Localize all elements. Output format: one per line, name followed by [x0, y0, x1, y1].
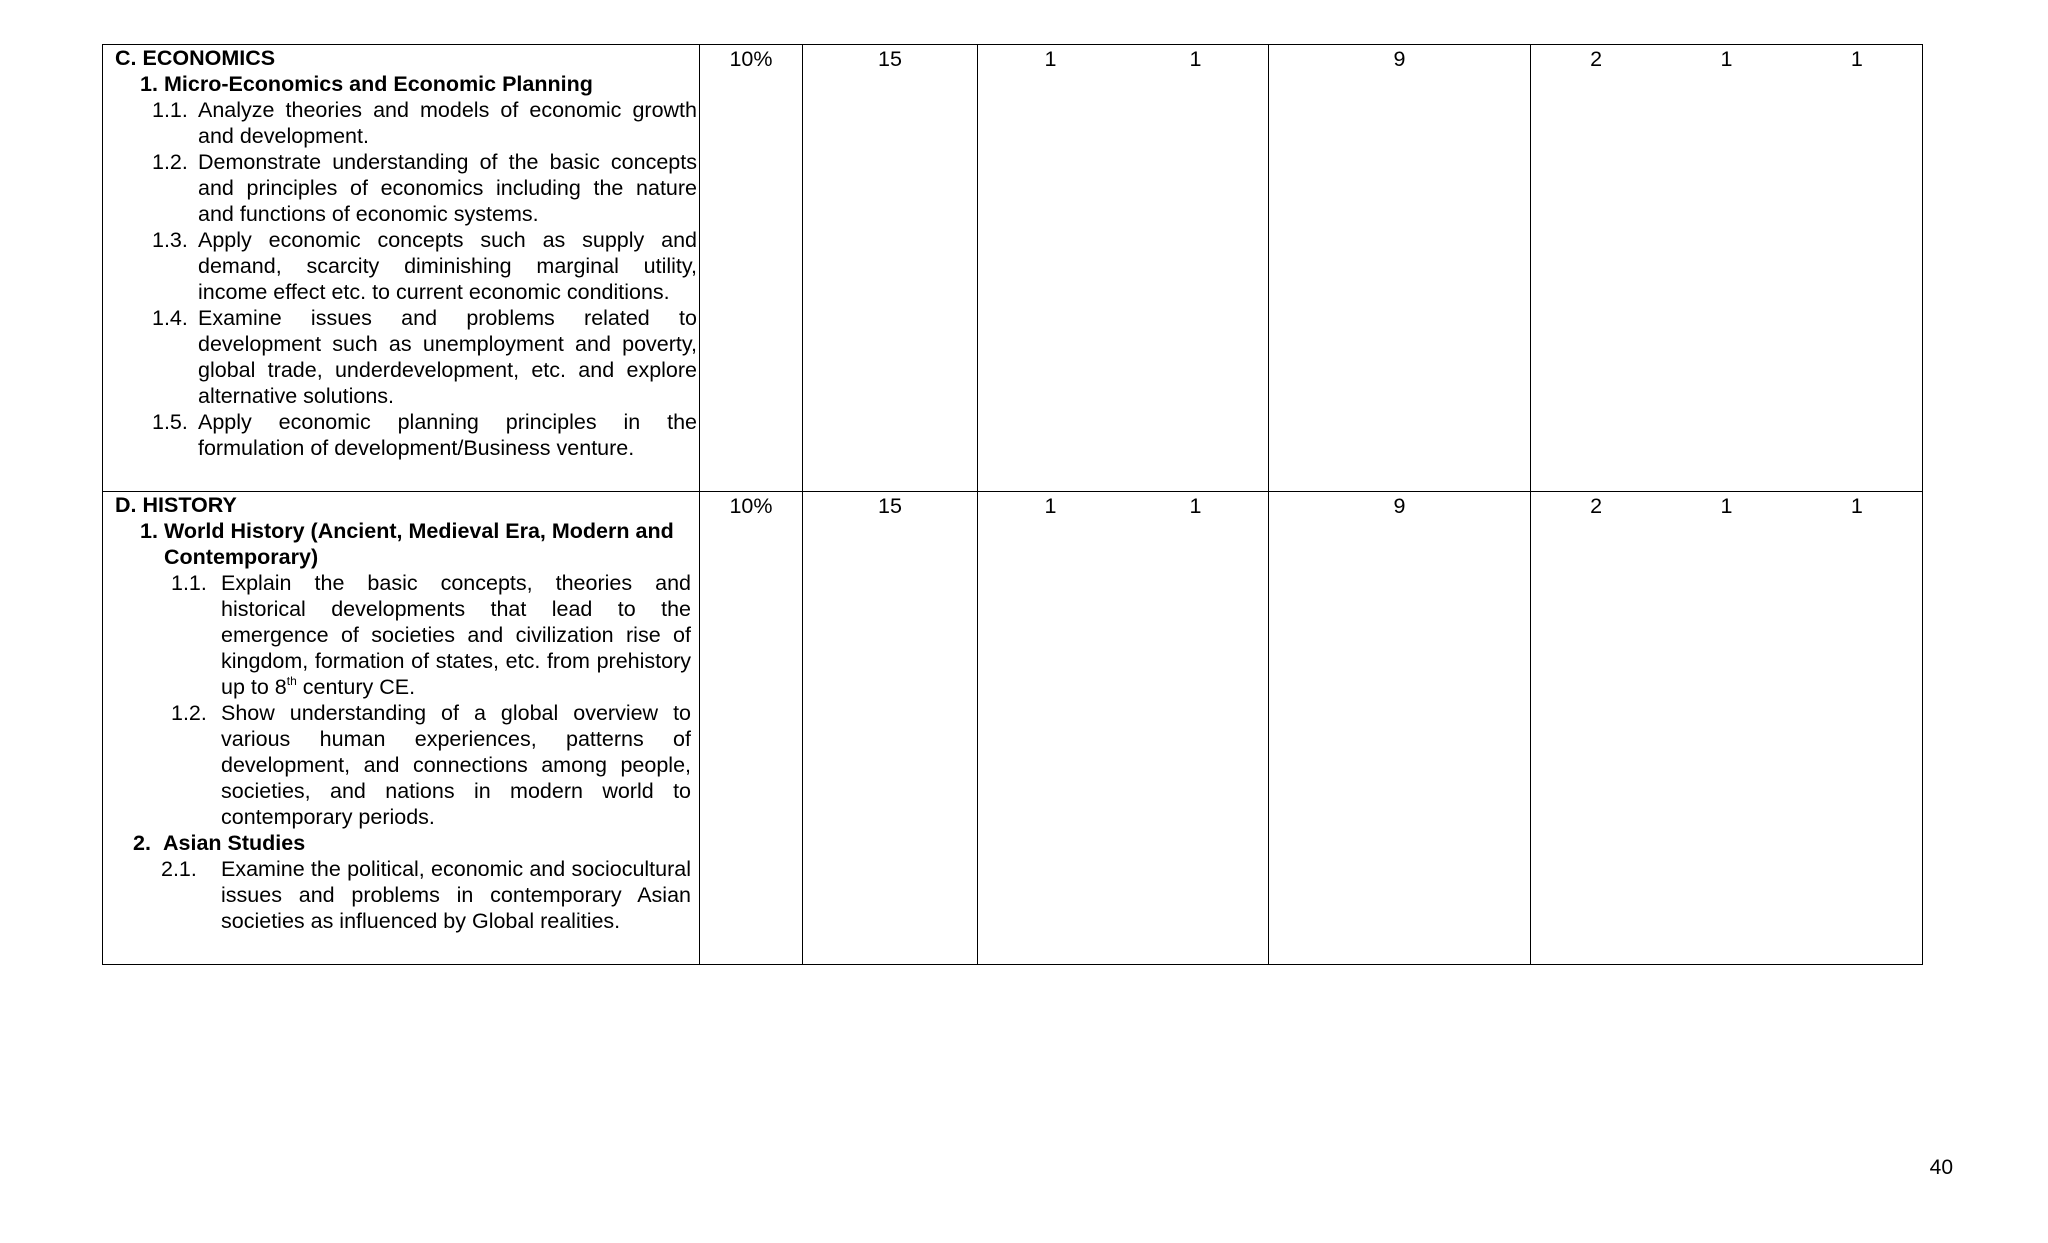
- competencies-cell: [103, 492, 700, 965]
- weight-cell: 10%: [700, 492, 803, 965]
- list-item: [115, 409, 697, 461]
- level-cell-trio: [1531, 45, 1923, 492]
- item-text: Examine the political, economic and sociocultural issues and problems in contemporary Asian societies as influenced by Global realities.: [221, 857, 691, 933]
- value-cell: 1: [1044, 494, 1057, 518]
- item-text: Apply economic planning principles in the formulation of development/Business venture.: [198, 410, 697, 460]
- ordinal-superscript: th: [286, 674, 297, 688]
- item-number: 1.2.: [152, 150, 188, 174]
- list-item: [115, 305, 697, 409]
- item-number: 1.1.: [171, 571, 207, 595]
- item-number: 1.3.: [152, 228, 188, 252]
- items-count-cell: 15: [803, 492, 978, 965]
- list-item: [115, 856, 697, 934]
- topic-heading: [115, 518, 697, 570]
- value-cell: 1: [1189, 494, 1202, 518]
- level-cell-trio: [1531, 492, 1923, 965]
- value-cell: 1: [1044, 47, 1057, 71]
- level-cell-pair-1: [978, 45, 1269, 492]
- value-cell: 1: [1720, 494, 1733, 518]
- table-row-economics: [103, 45, 1923, 492]
- topic-title: World History (Ancient, Medieval Era, Modern and Contemporary): [164, 519, 674, 569]
- item-number: 2.1.: [161, 857, 197, 881]
- list-item: [115, 700, 697, 830]
- topic-title: Asian Studies: [163, 831, 306, 855]
- value-cell: 1: [1850, 494, 1863, 518]
- value-cell: 1: [1850, 47, 1863, 71]
- weight-cell: 10%: [700, 45, 803, 492]
- section-title: D. HISTORY: [115, 493, 237, 517]
- list-item: [115, 570, 697, 700]
- table-of-specifications: [102, 44, 1923, 965]
- item-text: Apply economic concepts such as supply and demand, scarcity diminishing marginal utility, income effect etc. to current economic conditions.: [198, 228, 697, 304]
- level-cell-2: 9: [1269, 45, 1531, 492]
- item-text: Show understanding of a global overview to various human experiences, patterns of development, and connections among people, societies, and nations in modern world to contemporary periods.: [221, 701, 691, 829]
- topic-number: 2.: [133, 831, 151, 855]
- topic-number: 1.: [140, 72, 158, 96]
- item-number: 1.5.: [152, 410, 188, 434]
- level-cell-pair-1: [978, 492, 1269, 965]
- value-cell: 1: [1720, 47, 1733, 71]
- item-text: Analyze theories and models of economic growth and development.: [198, 98, 697, 148]
- item-number: 1.4.: [152, 306, 188, 330]
- competencies-cell: [103, 45, 700, 492]
- list-item: [115, 227, 697, 305]
- topic-heading: [115, 71, 697, 97]
- item-text: [221, 570, 691, 700]
- list-item: [115, 97, 697, 149]
- value-cell: 2: [1590, 47, 1603, 71]
- section-title: C. ECONOMICS: [115, 46, 276, 70]
- item-text: Examine issues and problems related to development such as unemployment and poverty, global trade, underdevelopment, etc. and explore alternative solutions.: [198, 306, 697, 408]
- topic-number: 1.: [140, 519, 158, 543]
- item-number: 1.1.: [152, 98, 188, 122]
- items-count-cell: 15: [803, 45, 978, 492]
- list-item: [115, 149, 697, 227]
- page-number: 40: [1929, 1156, 1953, 1179]
- topic-title: Micro-Economics and Economic Planning: [164, 72, 593, 96]
- table-row-history: [103, 492, 1923, 965]
- item-number: 1.2.: [171, 701, 207, 725]
- value-cell: 2: [1590, 494, 1603, 518]
- value-cell: 1: [1189, 47, 1202, 71]
- item-text-main: Explain the basic concepts, theories and historical developments that lead to the emergence of societies and civilization rise of kingdom, formation of states, etc. from prehistory up to 8: [221, 571, 691, 699]
- item-text-tail: century CE.: [296, 675, 416, 699]
- level-cell-2: 9: [1269, 492, 1531, 965]
- item-text: Demonstrate understanding of the basic concepts and principles of economics including the nature and functions of economic systems.: [198, 150, 697, 226]
- topic-heading: [115, 830, 697, 856]
